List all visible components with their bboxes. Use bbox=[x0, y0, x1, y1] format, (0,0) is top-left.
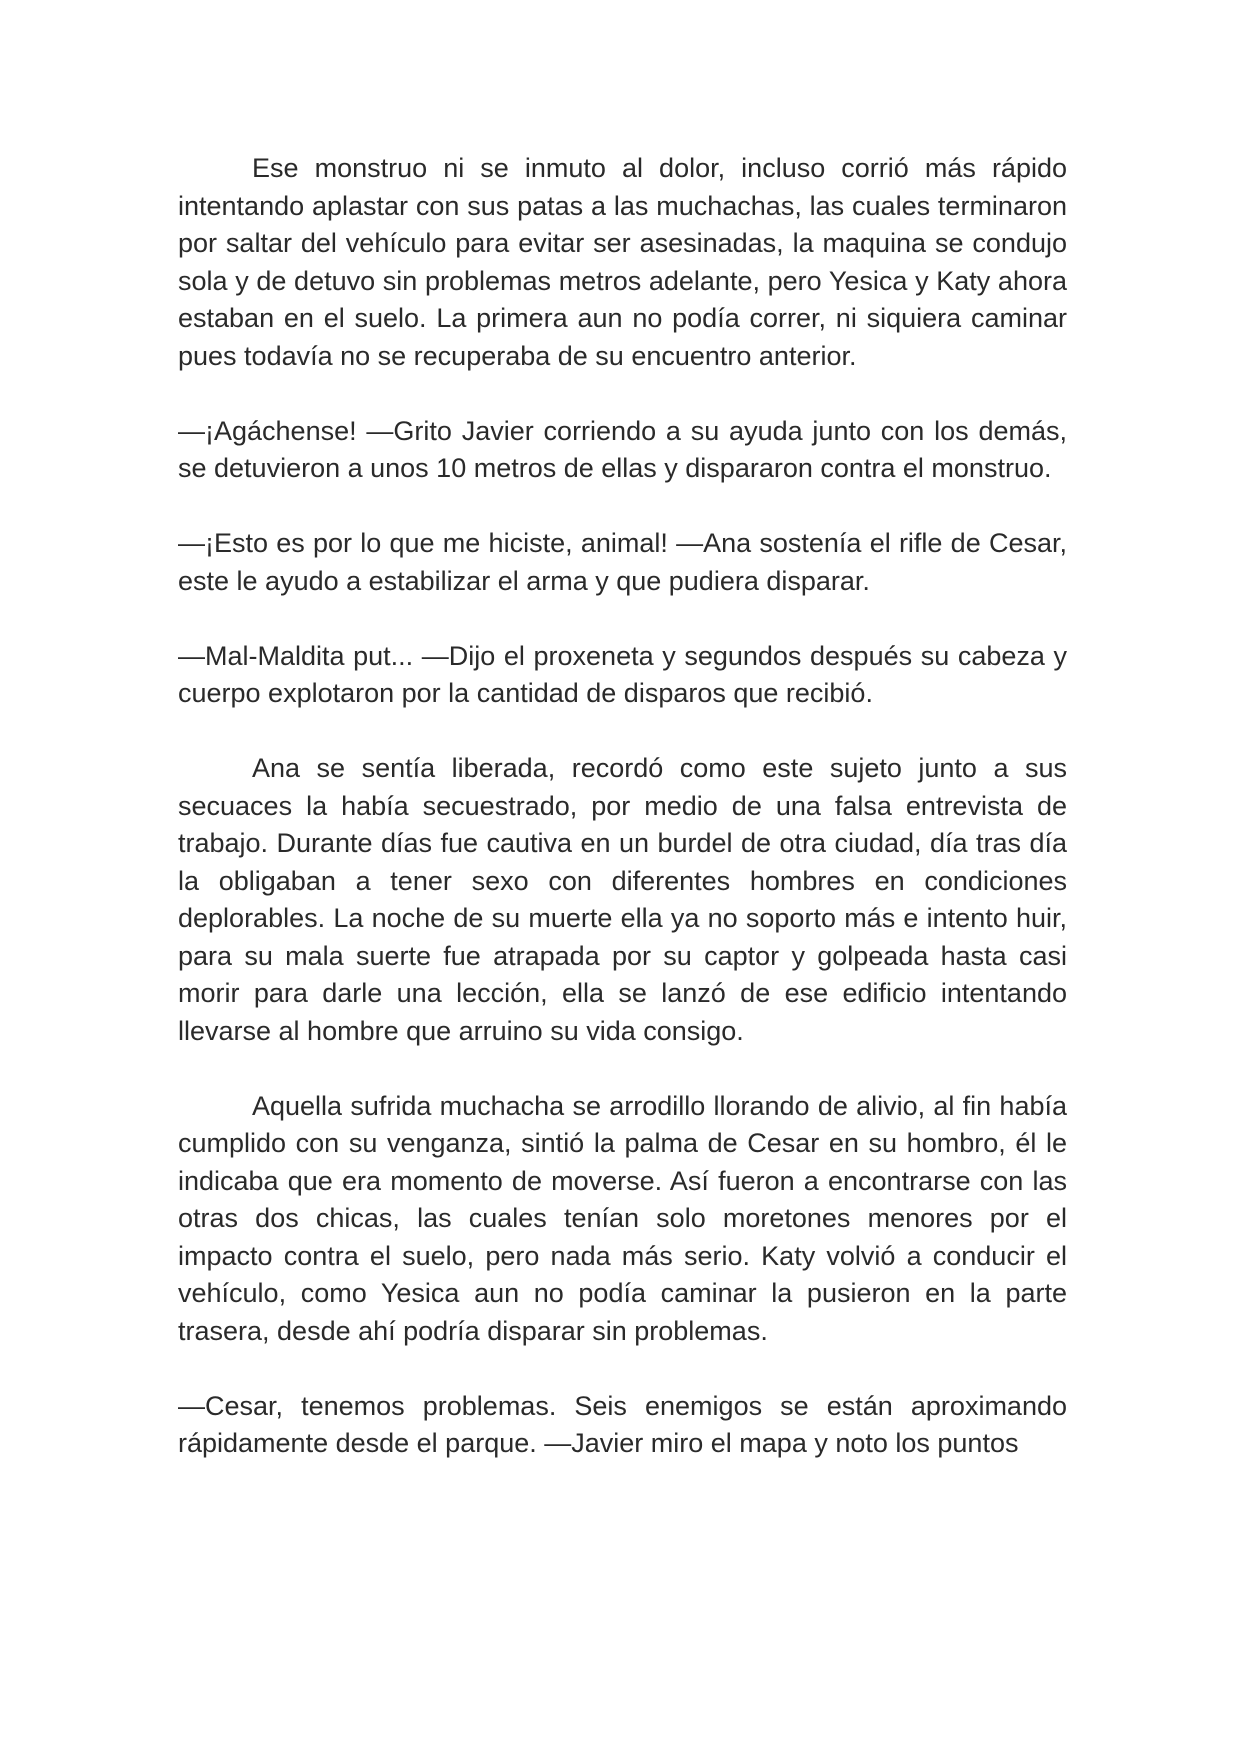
paragraph-6: Aquella sufrida muchacha se arrodillo llorando de alivio, al fin había cumplido con su venganza, sintió la palma de Cesar en su hombro, él le indicaba que era momento de moverse. Así fueron a encontrarse con las otras dos chicas, las cuales tenían solo moretones menores por el impacto contra el suelo, pero nada más serio. Katy volvió a conducir el vehículo, como Yesica aun no podía caminar la pusieron en la parte trasera, desde ahí podría disparar sin problemas. bbox=[178, 1090, 1067, 1346]
paragraph-2: —¡Agáchense! —Grito Javier corriendo a su ayuda junto con los demás, se detuvieron a unos 10 metros de ellas y dispararon contra el monstruo. bbox=[178, 415, 1067, 483]
document-page bbox=[178, 150, 1067, 1463]
paragraph-5: Ana se sentía liberada, recordó como este sujeto junto a sus secuaces la había secuestrado, por medio de una falsa entrevista de trabajo. Durante días fue cautiva en un burdel de otra ciudad, día tras día la obligaban a tener sexo con diferentes hombres en condiciones deplorables. La noche de su muerte ella ya no soporto más e intento huir, para su mala suerte fue atrapada por su captor y golpeada hasta casi morir para darle una lección, ella se lanzó de ese edificio intentando llevarse al hombre que arruino su vida consigo. bbox=[178, 753, 1067, 1046]
paragraph-4: —Mal-Maldita put... —Dijo el proxeneta y segundos después su cabeza y cuerpo explotaron por la cantidad de disparos que recibió. bbox=[178, 640, 1067, 708]
paragraph-3: —¡Esto es por lo que me hiciste, animal! —Ana sostenía el rifle de Cesar, este le ayudo a estabilizar el arma y que pudiera disparar. bbox=[178, 528, 1067, 596]
paragraph-1: Ese monstruo ni se inmuto al dolor, incluso corrió más rápido intentando aplastar con sus patas a las muchachas, las cuales terminaron por saltar del vehículo para evitar ser asesinadas, la maquina se condujo sola y de detuvo sin problemas metros adelante, pero Yesica y Katy ahora estaban en el suelo. La primera aun no podía correr, ni siquiera caminar pues todavía no se recuperaba de su encuentro anterior. bbox=[178, 153, 1067, 371]
paragraph-7: —Cesar, tenemos problemas. Seis enemigos se están aproximando rápidamente desde el parque. —Javier miro el mapa y noto los puntos bbox=[178, 1390, 1067, 1458]
